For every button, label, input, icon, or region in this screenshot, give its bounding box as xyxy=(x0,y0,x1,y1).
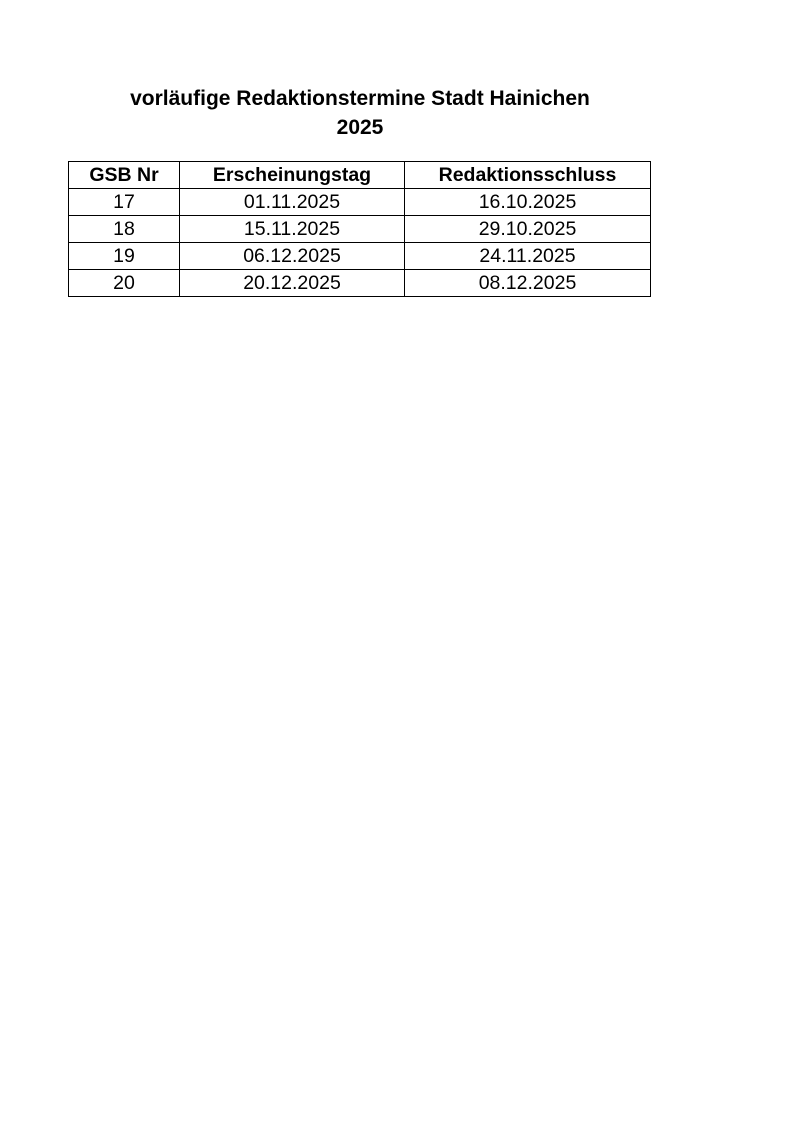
cell-erscheinungstag: 01.11.2025 xyxy=(180,189,405,216)
page-title xyxy=(70,84,650,142)
cell-redaktionsschluss: 08.12.2025 xyxy=(405,270,651,297)
schedule-table-header xyxy=(69,162,651,189)
table-row xyxy=(69,216,651,243)
header-gsb-nr: GSB Nr xyxy=(69,162,180,189)
cell-gsb-nr: 20 xyxy=(69,270,180,297)
table-row xyxy=(69,189,651,216)
cell-redaktionsschluss: 24.11.2025 xyxy=(405,243,651,270)
table-row xyxy=(69,270,651,297)
schedule-table-body xyxy=(69,189,651,297)
page-title-line-1: vorläufige Redaktionstermine Stadt Hainichen xyxy=(130,87,590,110)
cell-erscheinungstag: 15.11.2025 xyxy=(180,216,405,243)
header-erscheinungstag: Erscheinungstag xyxy=(180,162,405,189)
cell-redaktionsschluss: 16.10.2025 xyxy=(405,189,651,216)
page-title-year: 2025 xyxy=(336,116,384,139)
header-redaktionsschluss: Redaktionsschluss xyxy=(405,162,651,189)
schedule-table xyxy=(68,161,651,297)
table-row xyxy=(69,243,651,270)
cell-redaktionsschluss: 29.10.2025 xyxy=(405,216,651,243)
cell-gsb-nr: 17 xyxy=(69,189,180,216)
cell-gsb-nr: 19 xyxy=(69,243,180,270)
cell-erscheinungstag: 06.12.2025 xyxy=(180,243,405,270)
header-row xyxy=(69,162,651,189)
cell-erscheinungstag: 20.12.2025 xyxy=(180,270,405,297)
cell-gsb-nr: 18 xyxy=(69,216,180,243)
